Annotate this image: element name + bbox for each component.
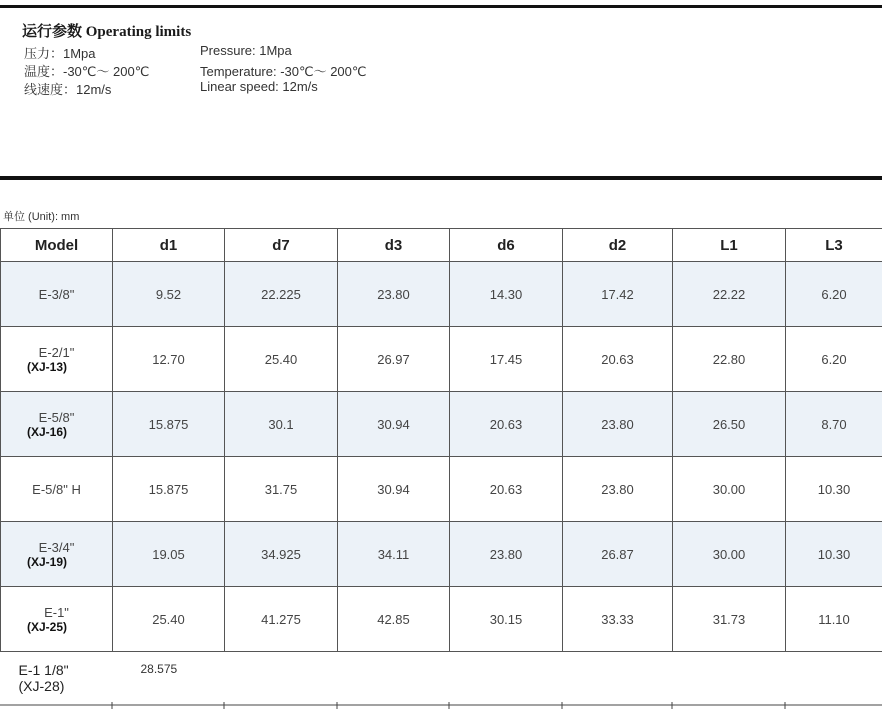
table-cell: 14.30 [450,262,563,327]
bottom-border [0,702,882,709]
table-row [1,392,882,457]
dimension-table [0,228,882,704]
temperature-en: Temperature: -30℃～ 200℃ [200,64,367,79]
table-cell [786,652,882,705]
table-row [1,327,882,392]
table-cell: 41.275 [225,587,338,652]
model-code: (XJ-28) [18,678,65,694]
table-cell: 11.10 [786,587,882,652]
table-cell: 25.40 [225,327,338,392]
col-d7: d7 [225,229,338,262]
table-cell: 20.63 [563,327,673,392]
model-code: (XJ-19) [27,554,68,569]
col-d2: d2 [563,229,673,262]
model-code: (XJ-13) [27,359,68,374]
pressure-cn: 压力：1Mpa [24,46,96,61]
model-name: E-1" [44,604,69,620]
table-cell: 22.80 [673,327,786,392]
model-cell [1,327,113,392]
table-cell: 23.80 [338,262,450,327]
cell-value: 28.575 [140,662,178,676]
table-cell: 17.42 [563,262,673,327]
table-cell: 17.45 [450,327,563,392]
table-cell: 31.75 [225,457,338,522]
table-cell: 34.925 [225,522,338,587]
model-cell [1,652,113,705]
table-cell: 20.63 [450,457,563,522]
col-l3: L3 [786,229,882,262]
table-cell: 33.33 [563,587,673,652]
model-name: E-3/8" [38,286,75,302]
table-cell: 10.30 [786,457,882,522]
table-cell: 22.22 [673,262,786,327]
table-cell: 6.20 [786,327,882,392]
table-header-row [1,229,882,262]
table-cell: 30.94 [338,392,450,457]
table-cell [113,652,225,705]
table-cell: 15.875 [113,457,225,522]
table-cell: 30.15 [450,587,563,652]
linear-speed-cn: 线速度：12m/s [24,82,112,97]
table-cell: 30.00 [673,457,786,522]
model-name: E-1 1/8" [18,662,69,678]
table-cell: 30.94 [338,457,450,522]
table-cell: 26.50 [673,392,786,457]
model-cell [1,587,113,652]
model-cell [1,392,113,457]
table-cell: 30.00 [673,522,786,587]
table-cell: 12.70 [113,327,225,392]
model-cell [1,522,113,587]
section-title: 运行参数 Operating limits [22,24,192,40]
model-name: E-5/8" [38,409,75,425]
table-row [1,457,882,522]
table-cell: 22.225 [225,262,338,327]
table-row [1,262,882,327]
table-row [1,587,882,652]
table-cell [450,652,563,705]
table-cell [563,652,673,705]
table-cell: 23.80 [450,522,563,587]
section-rule [0,176,882,180]
table-cell: 8.70 [786,392,882,457]
table-row [1,522,882,587]
unit-label: 单位 (Unit): mm [3,211,80,223]
table-cell [338,652,450,705]
col-d3: d3 [338,229,450,262]
linear-speed-en: Linear speed: 12m/s [200,79,318,94]
table-cell: 26.97 [338,327,450,392]
table-cell [673,652,786,705]
model-name: E-3/4" [38,539,75,555]
table-cell: 15.875 [113,392,225,457]
model-cell [1,457,113,522]
table-cell: 25.40 [113,587,225,652]
table-cell [225,652,338,705]
table-cell: 30.1 [225,392,338,457]
table-cell: 10.30 [786,522,882,587]
pressure-en: Pressure: 1Mpa [200,43,292,58]
table-cell: 19.05 [113,522,225,587]
table-cell: 23.80 [563,392,673,457]
temperature-cn: 温度：-30℃～ 200℃ [24,64,150,79]
table-row [1,652,882,705]
table-cell: 31.73 [673,587,786,652]
table-cell: 20.63 [450,392,563,457]
table-cell: 34.11 [338,522,450,587]
col-model: Model [1,229,113,262]
table-cell: 26.87 [563,522,673,587]
table-cell: 23.80 [563,457,673,522]
col-d6: d6 [450,229,563,262]
col-d1: d1 [113,229,225,262]
col-l1: L1 [673,229,786,262]
model-code: (XJ-16) [27,424,68,439]
top-rule [0,5,882,8]
table-cell: 9.52 [113,262,225,327]
table-cell: 6.20 [786,262,882,327]
model-code: (XJ-25) [27,619,68,634]
model-name: E-5/8" H [32,481,81,497]
model-name: E-2/1" [38,344,75,360]
model-cell [1,262,113,327]
table-cell: 42.85 [338,587,450,652]
